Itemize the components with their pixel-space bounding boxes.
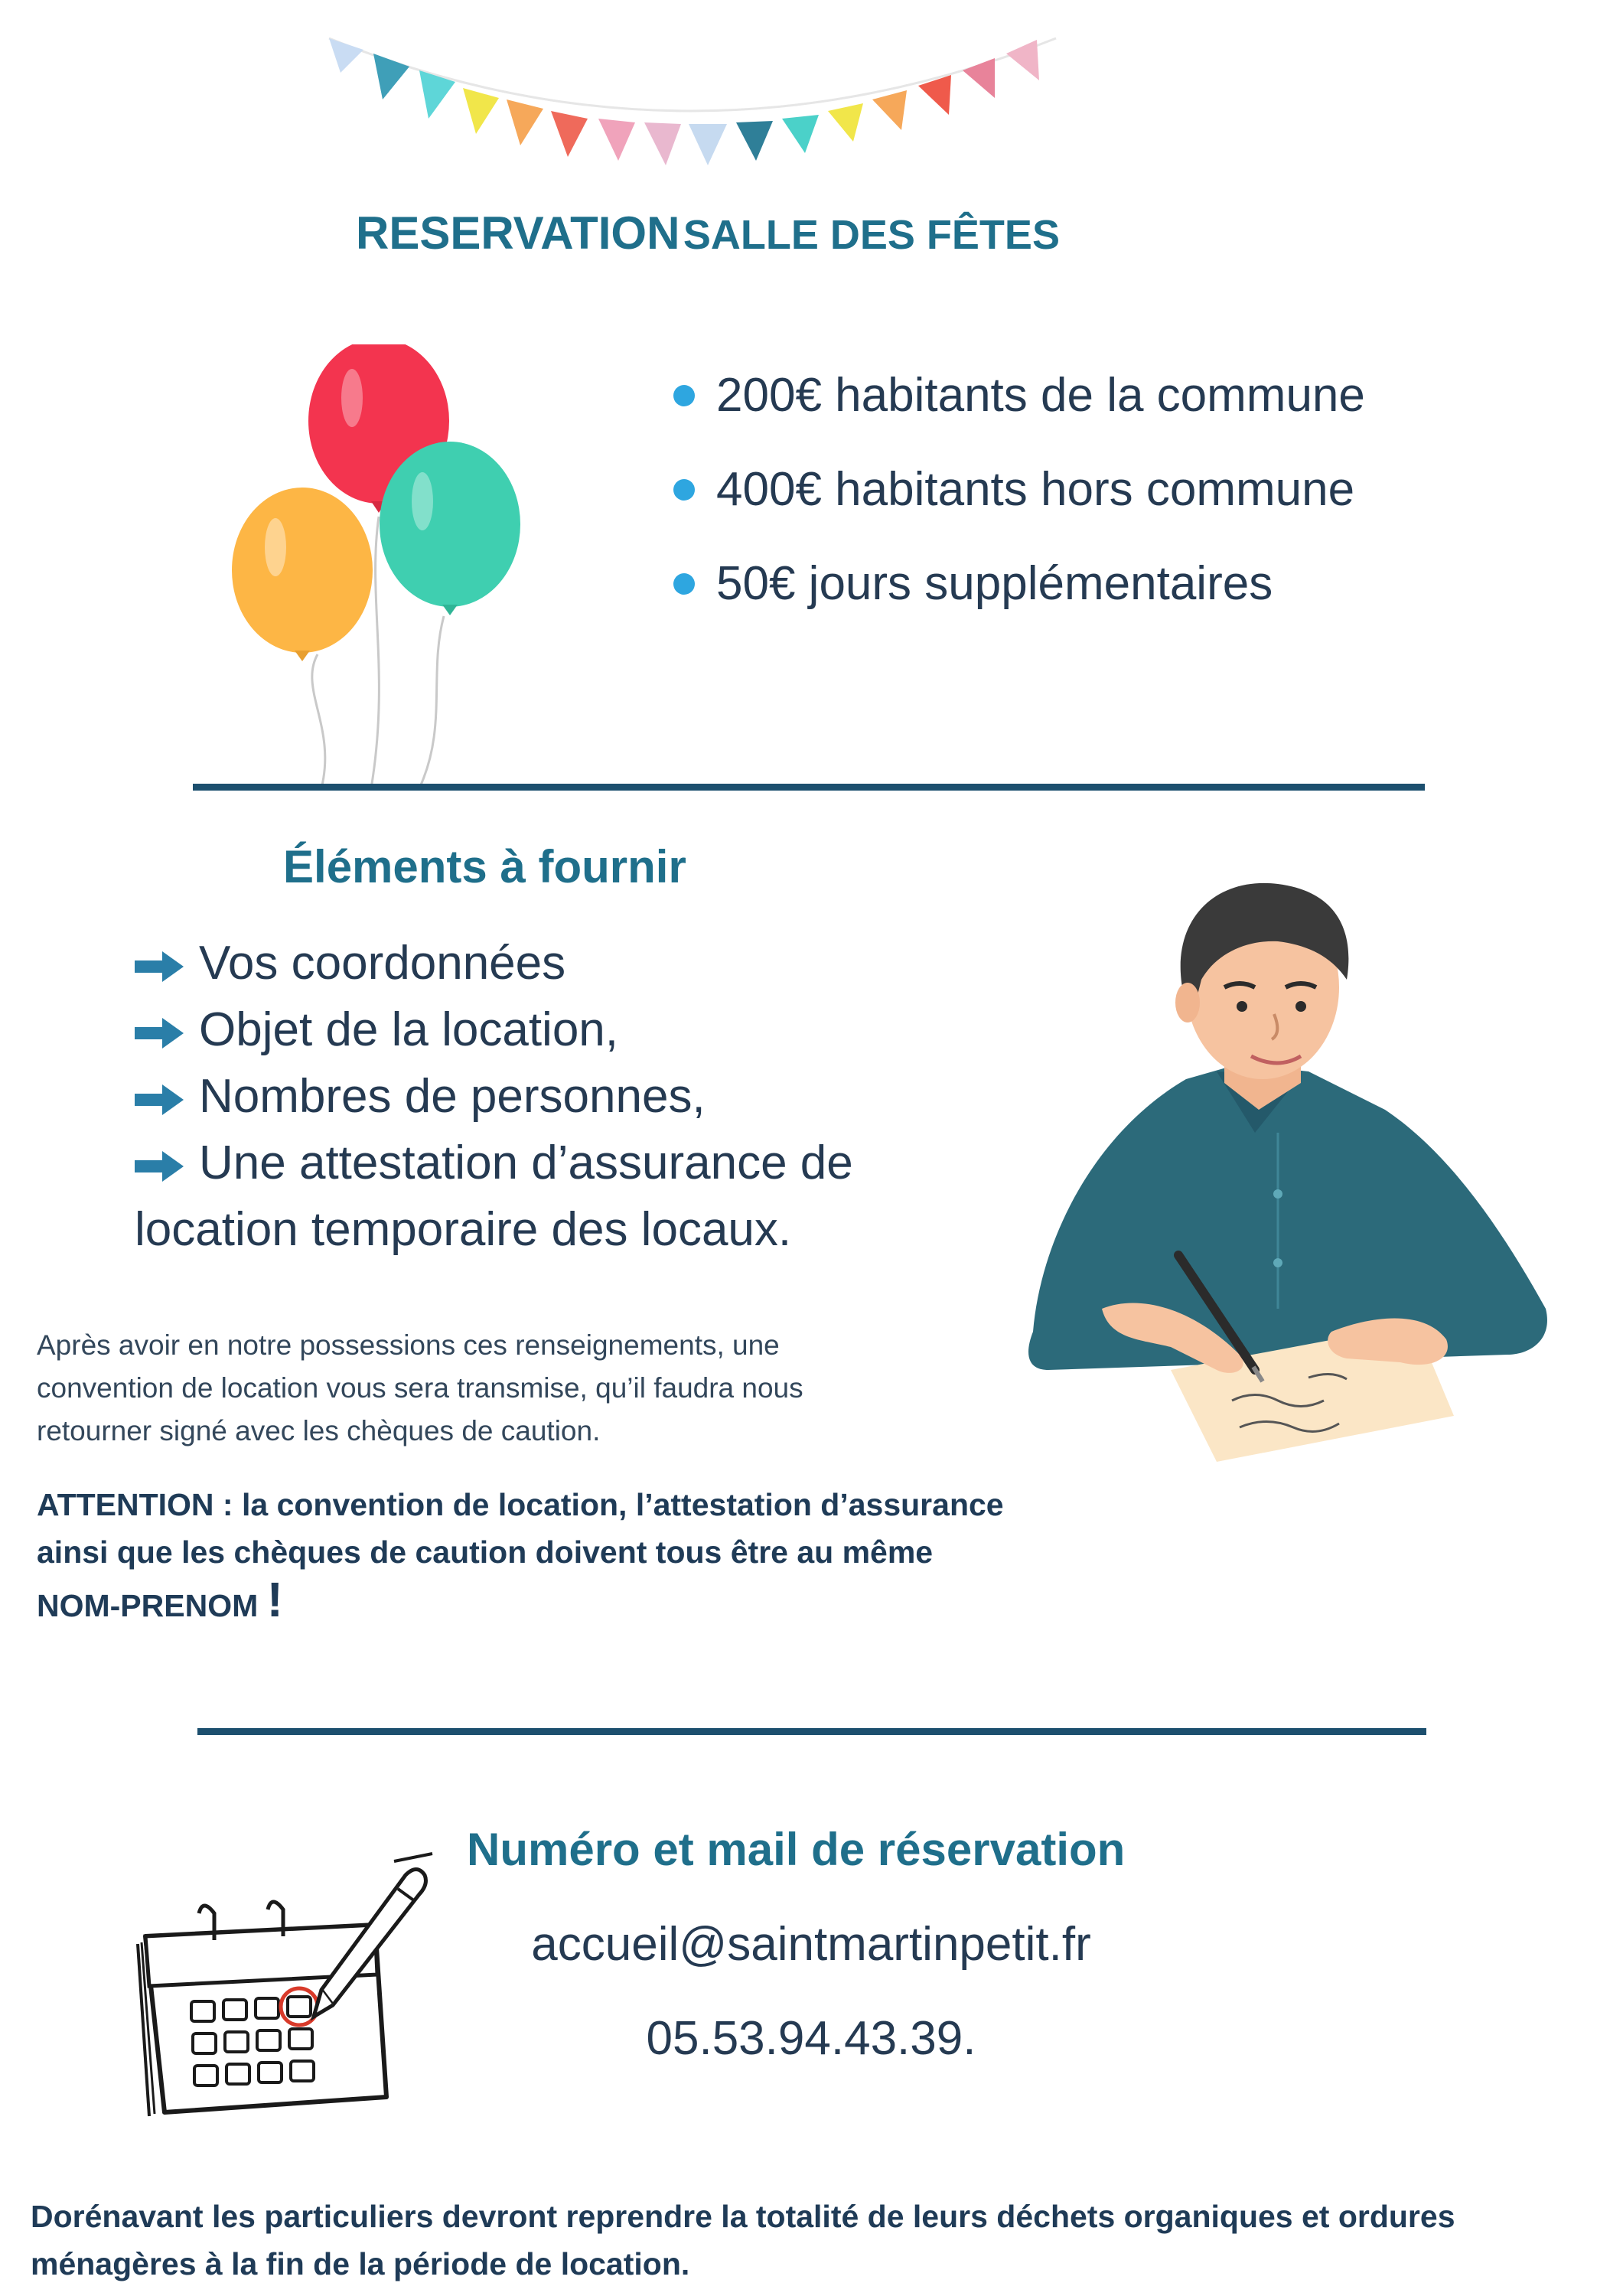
- price-item: [673, 536, 1365, 631]
- list-item-text: Vos coordonnées: [199, 937, 566, 990]
- arrow-right-icon: [135, 951, 184, 982]
- bullet-icon: [673, 573, 695, 595]
- price-item-text: 400€ habitants hors commune: [716, 463, 1355, 516]
- bunting-icon: [314, 23, 1064, 199]
- contact-email[interactable]: accueil@saintmartinpetit.fr: [531, 1918, 1091, 1971]
- list-item: [135, 1130, 1015, 1196]
- bullet-icon: [673, 385, 695, 406]
- requirements-list: [135, 930, 1015, 1263]
- list-item-text: Nombres de personnes,: [199, 1070, 706, 1123]
- list-item: [135, 1063, 1015, 1130]
- divider: [197, 1728, 1426, 1735]
- attention-mark: !: [266, 1572, 283, 1627]
- price-item-text: 200€ habitants de la commune: [716, 369, 1365, 422]
- price-item-text: 50€ jours supplémentaires: [716, 557, 1273, 610]
- arrow-right-icon: [135, 1018, 184, 1049]
- calendar-icon: [130, 1852, 436, 2120]
- arrow-right-icon: [135, 1151, 184, 1182]
- contact-phone[interactable]: 05.53.94.43.39.: [646, 2012, 976, 2065]
- contact-heading: Numéro et mail de réservation: [467, 1824, 1126, 1875]
- title-part-2: SALLE DES FÊTES: [683, 212, 1060, 258]
- attention-notice: [37, 1481, 1009, 1629]
- price-item: [673, 442, 1365, 536]
- list-item-continuation: location temporaire des locaux.: [135, 1203, 792, 1256]
- attention-text: ATTENTION : la convention de location, l’attestation d’assurance ainsi que les chèques de caution doivent tous être au même NOM-PRENOM: [37, 1487, 1004, 1623]
- title-part-1: RESERVATION: [356, 207, 680, 259]
- price-item: [673, 348, 1365, 442]
- info-paragraph: Après avoir en notre possessions ces renseignements, une convention de location vous sera transmise, qu’il faudra nous retourner signé avec les chèques de caution.: [37, 1329, 803, 1446]
- balloons-icon: [214, 344, 551, 788]
- bullet-icon: [673, 479, 695, 501]
- divider: [193, 784, 1425, 791]
- page-title: [0, 207, 1416, 259]
- list-item-text: Une attestation d’assurance de: [199, 1137, 853, 1189]
- requirements-heading: Éléments à fournir: [283, 841, 686, 892]
- arrow-right-icon: [135, 1084, 184, 1115]
- list-item: [135, 930, 1015, 996]
- footer-notice: Dorénavant les particuliers devront reprendre la totalité de leurs déchets organiques et ordures ménagères à la fin de la période de location.: [31, 2199, 1455, 2281]
- list-item-text: Objet de la location,: [199, 1003, 619, 1056]
- price-list: [673, 348, 1365, 631]
- man-writing-icon: [987, 880, 1553, 1462]
- list-item: [135, 996, 1015, 1063]
